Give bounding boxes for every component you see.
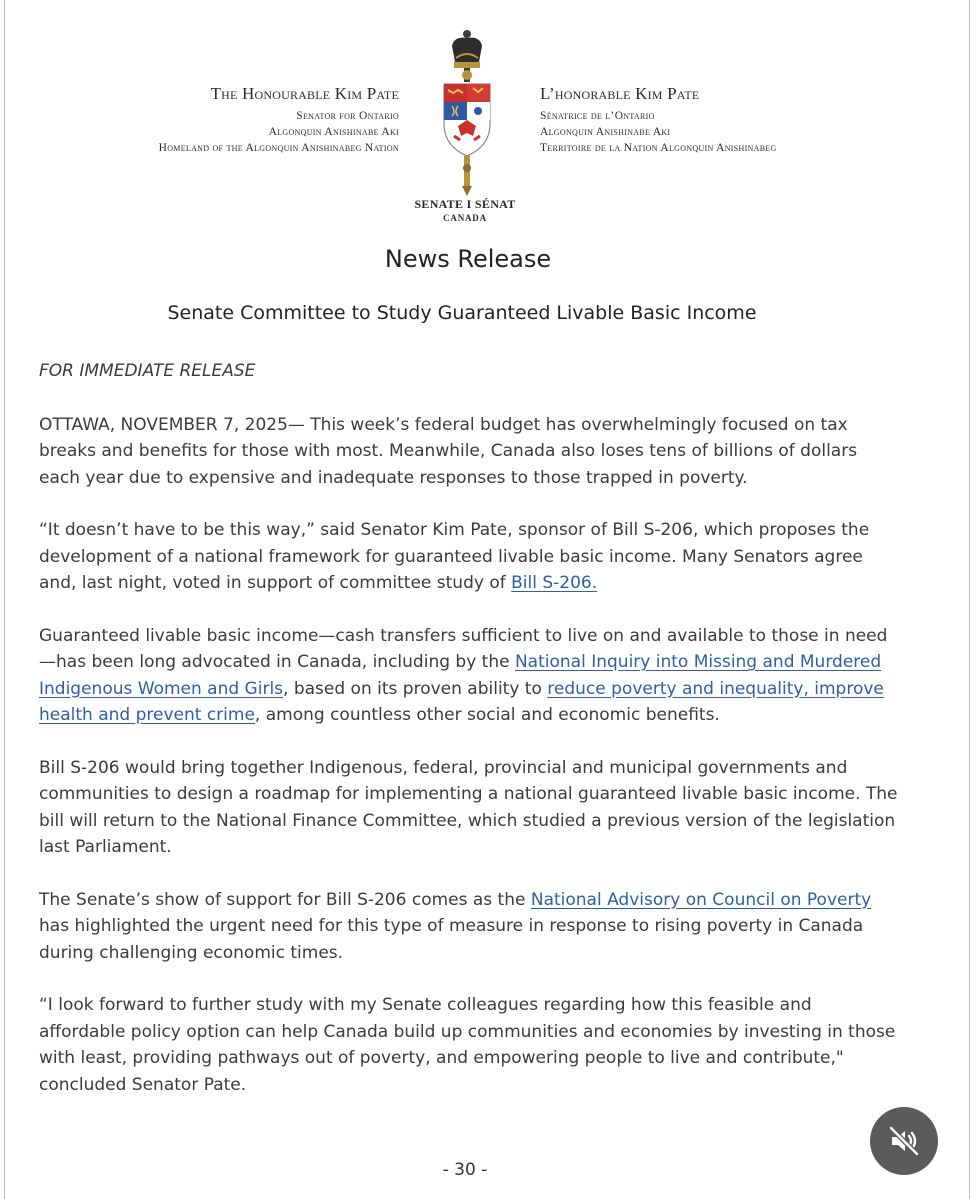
paragraph-5-text-1: The Senate’s show of support for Bill S-206 comes as the — [39, 889, 531, 910]
paragraph-5-text-2: has highlighted the urgent need for this type of measure in response to rising poverty in Canada during challenging economic times. — [39, 916, 864, 963]
paragraph-3 — [39, 623, 899, 729]
bill-s206-link[interactable]: Bill S-206. — [511, 573, 598, 593]
letterhead-english-name: The Honourable Kim Pate — [210, 84, 399, 103]
mmiwg-inquiry-link[interactable]: National Inquiry into Missing and Murdered Indigenous Women and Girls — [39, 652, 882, 699]
speaker-muted-icon — [887, 1124, 921, 1158]
paragraph-1: OTTAWA, NOVEMBER 7, 2025— This week’s federal budget has overwhelmingly focused on tax breaks and benefits for those with most. Meanwhile, Canada also loses tens of billions of dollars each year due to expensive and inadequate responses to those trapped in poverty. — [39, 414, 858, 488]
paragraph-6: “I look forward to further study with my Senate colleagues regarding how this feasible and affordable policy option can help Canada build up communities and economies by investing in those with least, providing pathways out of poverty, and empowering people to live and contribute," concluded Senator Pate. — [39, 995, 896, 1095]
letterhead-french-line2: Algonquin Anishinabe Aki — [540, 126, 671, 138]
mute-toggle-button[interactable] — [870, 1107, 938, 1175]
paragraph-3-text-3: , among countless other social and economic benefits. — [254, 705, 720, 725]
letterhead-english-line1: Senator for Ontario — [296, 110, 399, 122]
document-title: News Release — [384, 245, 552, 273]
senate-label — [400, 197, 530, 223]
letterhead-english-line3: Homeland of the Algonquin Anishinabeg Nation — [158, 142, 399, 154]
end-marker: - 30 - — [442, 1160, 488, 1180]
senate-name: SENATE I SÉNAT — [414, 197, 516, 211]
page-border-left — [4, 0, 5, 1199]
paragraph-2 — [39, 517, 899, 597]
paragraph-3-text-1: Guaranteed livable basic income—cash transfers sufficient to live on and available to those in need—has been long advocated in Canada, including by the — [39, 625, 888, 672]
release-tag: FOR IMMEDIATE RELEASE — [39, 361, 256, 381]
paragraph-3-text-2: , based on its proven ability to — [283, 678, 548, 699]
document-subtitle: Senate Committee to Study Guaranteed Livable Basic Income — [167, 302, 757, 324]
paragraph-4: Bill S-206 would bring together Indigenous, federal, provincial and municipal governments and communities to design a roadmap for implementing a national guaranteed livable basic income. The bill will return to the National Finance Committee, which studied a previous version of the legislation last Parliament. — [39, 757, 898, 857]
advisory-council-link[interactable]: National Advisory on Council on Poverty — [530, 889, 872, 910]
letterhead-french-line3: Territoire de la Nation Algonquin Anishinabeg — [540, 142, 777, 154]
page-border-right — [969, 0, 970, 1199]
senate-crest-icon — [432, 28, 502, 198]
document-body — [39, 358, 899, 1124]
letterhead-english-line2: Algonquin Anishinabe Aki — [268, 126, 399, 138]
paragraph-5 — [39, 887, 899, 967]
reduce-poverty-link[interactable]: reduce poverty and inequality, improve health and prevent crime — [39, 678, 884, 725]
letterhead-french-line1: Sénatrice de l’Ontario — [540, 110, 655, 122]
letterhead-french — [540, 84, 777, 156]
letterhead-french-name: L’honorable Kim Pate — [540, 84, 700, 103]
senate-country: CANADA — [443, 213, 487, 223]
letterhead-english — [159, 84, 399, 156]
paragraph-2-text: “It doesn’t have to be this way,” said Senator Kim Pate, sponsor of Bill S-206, which proposes the development of a national framework for guaranteed livable basic income. Many Senators agree and, last night, voted in support of committee study of — [39, 520, 870, 593]
